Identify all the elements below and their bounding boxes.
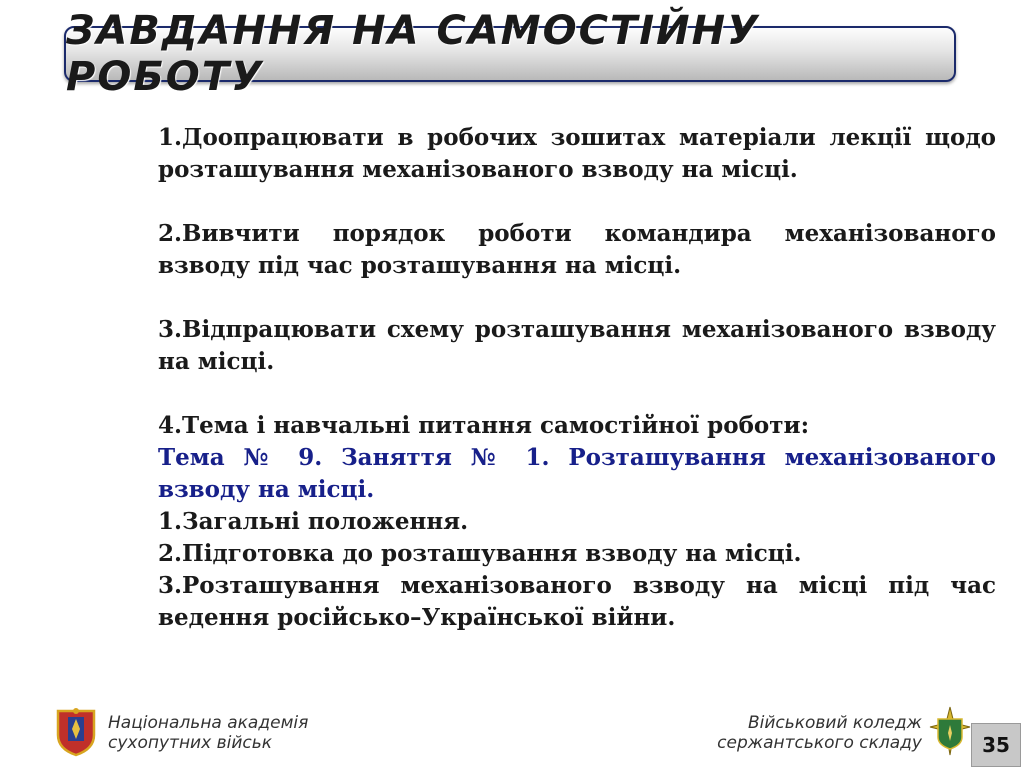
footer-left (54, 705, 308, 761)
college-name-line1: Військовий коледж (747, 713, 922, 733)
task-item-2: 2.Вивчити порядок роботи командира механізованого взводу під час розташування на місці. (158, 220, 996, 279)
slide-title: ЗАВДАННЯ НА САМОСТІЙНУ РОБОТУ (66, 8, 760, 100)
page-number: 35 (971, 723, 1021, 767)
college-name-line2: сержантського складу (717, 733, 922, 753)
task-item-1: 1.Доопрацювати в робочих зошитах матеріали лекції щодо розташування механізованого взводу на місці. (158, 124, 996, 183)
academy-name-line2: сухопутних військ (108, 733, 272, 753)
college-emblem-icon (928, 705, 972, 761)
slide-content (158, 122, 996, 634)
task-item-4: 4.Тема і навчальні питання самостійної роботи: (158, 412, 810, 439)
slide-title-bar (64, 8, 956, 100)
question-2: 2.Підготовка до розташування взводу на місці. (158, 540, 802, 567)
academy-name-line1: Національна академія (108, 713, 309, 733)
question-1: 1.Загальні положення. (158, 508, 469, 535)
topic-line: Тема № 9. Заняття № 1. Розташування механізованого взводу на місці. (158, 444, 996, 503)
footer-right (717, 705, 972, 761)
task-item-3: 3.Відпрацювати схему розташування механізованого взводу на місці. (158, 316, 996, 375)
academy-emblem-icon (54, 705, 98, 761)
question-3: 3.Розташування механізованого взводу на місці під час ведення російсько–Української війни. (158, 572, 996, 631)
